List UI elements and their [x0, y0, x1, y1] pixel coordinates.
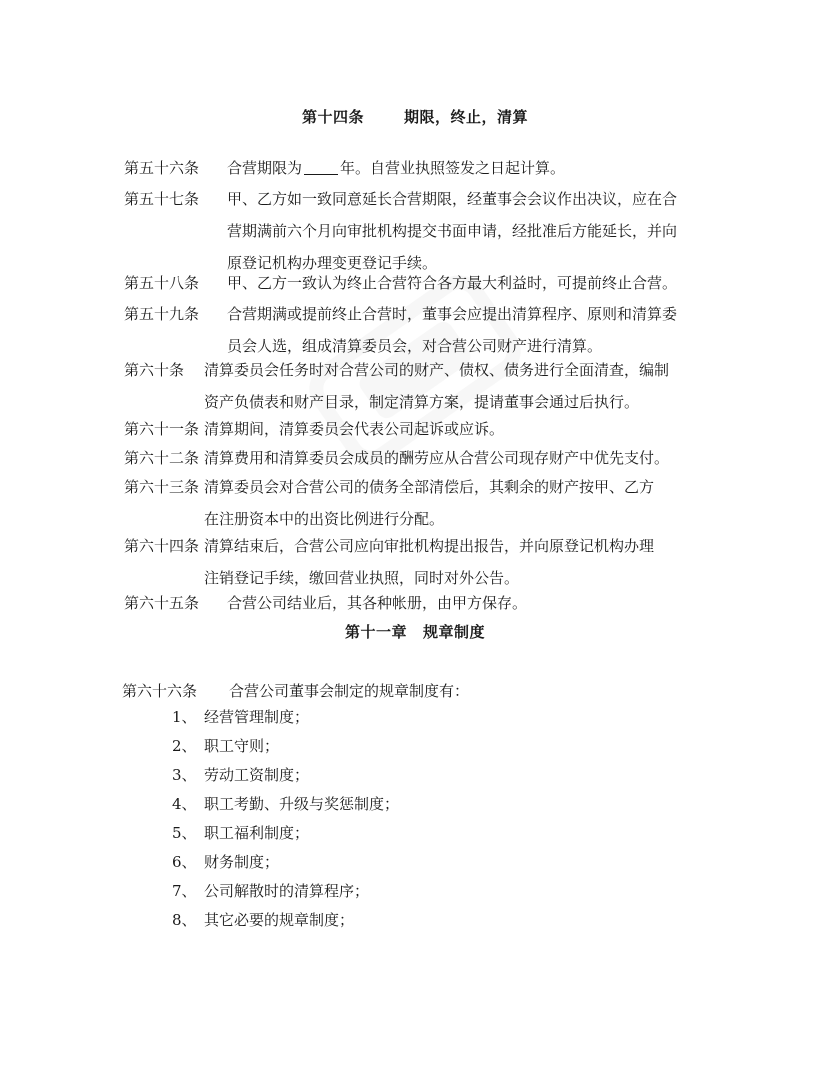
- blank-fill-line: [304, 160, 338, 175]
- article-57: [124, 186, 714, 276]
- list-item: [172, 909, 354, 930]
- article-61: [124, 416, 714, 442]
- article-number: 第六十四条: [124, 537, 200, 555]
- article-number: 第六十二条: [124, 449, 200, 467]
- article-number: 第六十一条: [124, 420, 200, 438]
- article-number: 第五十七条: [124, 190, 200, 208]
- article-text: 清算费用和清算委员会成员的酬劳应从合营公司现存财产中优先支付。: [204, 449, 670, 467]
- list-item-text: 其它必要的规章制度；: [204, 911, 355, 929]
- article-number: 第五十八条: [124, 274, 200, 292]
- chapter-14-title: 期限，终止，清算: [404, 108, 529, 126]
- article-text: 清算结束后，合营公司应向审批机构提出报告，并向原登记机构办理: [204, 537, 655, 555]
- article-number: 第五十九条: [124, 305, 200, 323]
- article-text: 营期满前六个月向审批机构提交书面申请，经批准后方能延长，并向: [227, 222, 678, 240]
- chapter-14-heading: [0, 106, 830, 127]
- list-item-number: 1、: [172, 708, 197, 726]
- chapter-11-heading: [0, 621, 830, 642]
- article-58: [124, 270, 714, 296]
- list-item: [172, 793, 399, 814]
- chapter-11-number: 第十一章: [344, 623, 407, 641]
- list-item: [172, 851, 279, 872]
- article-text: 清算委员会对合营公司的债务全部清偿后，其剩余的财产按甲、乙方: [204, 478, 655, 496]
- article-text: 员会人选，组成清算委员会，对合营公司财产进行清算。: [227, 337, 603, 355]
- list-item-number: 8、: [172, 911, 197, 929]
- chapter-11-title: 规章制度: [423, 623, 486, 641]
- list-item: [172, 880, 369, 901]
- article-number: 第六十五条: [124, 594, 200, 612]
- article-text: 在注册资本中的出资比例进行分配。: [204, 510, 445, 528]
- article-text: 原登记机构办理变更登记手续。: [227, 254, 438, 272]
- list-item-text: 职工考勤、升级与奖惩制度；: [204, 795, 400, 813]
- article-number: 第六十三条: [124, 478, 200, 496]
- list-item-text: 职工守则；: [204, 737, 280, 755]
- article-64: [124, 533, 714, 591]
- article-63: [124, 474, 714, 532]
- list-item-number: 6、: [172, 853, 197, 871]
- list-item-number: 5、: [172, 824, 197, 842]
- article-65: [124, 590, 714, 616]
- article-text: 合营公司结业后，其各种帐册，由甲方保存。: [227, 594, 528, 612]
- article-59: [124, 301, 714, 359]
- list-item: [172, 735, 279, 756]
- article-60: [124, 357, 714, 415]
- article-text: 清算期间，清算委员会代表公司起诉或应诉。: [204, 420, 505, 438]
- article-62: [124, 445, 714, 471]
- article-text: 合营期限为: [227, 159, 303, 177]
- article-66: [122, 678, 712, 704]
- list-item-text: 劳动工资制度；: [204, 766, 310, 784]
- article-text: 资产负债表和财产目录，制定清算方案，提请董事会通过后执行。: [204, 393, 640, 411]
- list-item: [172, 822, 309, 843]
- article-text: 注销登记手续，缴回营业执照，同时对外公告。: [204, 569, 520, 587]
- article-text: 甲、乙方如一致同意延长合营期限，经董事会会议作出决议，应在合: [227, 190, 678, 208]
- list-item-text: 经营管理制度；: [204, 708, 310, 726]
- list-item: [172, 706, 309, 727]
- list-item-text: 公司解散时的清算程序；: [204, 882, 370, 900]
- list-item: [172, 764, 309, 785]
- article-number: 第六十条: [124, 361, 185, 379]
- list-item-number: 4、: [172, 795, 197, 813]
- list-item-text: 职工福利制度；: [204, 824, 310, 842]
- list-item-number: 2、: [172, 737, 197, 755]
- article-number: 第六十六条: [122, 682, 198, 700]
- article-text: 甲、乙方一致认为终止合营符合各方最大利益时，可提前终止合营。: [227, 274, 678, 292]
- list-item-number: 7、: [172, 882, 197, 900]
- list-item-text: 财务制度；: [204, 853, 280, 871]
- article-number: 第五十六条: [124, 159, 200, 177]
- article-text: 合营期满或提前终止合营时，董事会应提出清算程序、原则和清算委: [227, 305, 678, 323]
- article-text: 年。自营业执照签发之日起计算。: [340, 159, 566, 177]
- chapter-14-number: 第十四条: [301, 108, 364, 126]
- article-text: 清算委员会任务时对合营公司的财产、债权、债务进行全面清查，编制: [204, 361, 670, 379]
- article-text: 合营公司董事会制定的规章制度有：: [229, 682, 470, 700]
- list-item-number: 3、: [172, 766, 197, 784]
- article-56: [124, 155, 714, 181]
